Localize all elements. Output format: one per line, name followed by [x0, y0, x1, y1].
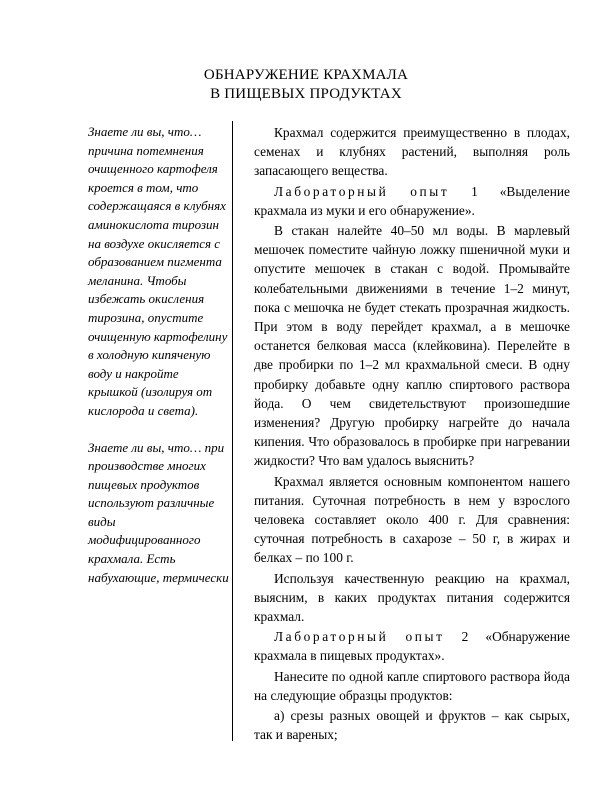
page-title [0, 66, 612, 104]
experiment-1-label: Лабораторный опыт 1 [274, 183, 481, 199]
sidebar-notes [88, 123, 230, 587]
column-divider [232, 121, 233, 741]
list-item-a: а) срезы разных овощей и фруктов – как сырых, так и вареных; [254, 708, 570, 743]
paragraph-nutrition: Крахмал является основным компонентом нашего питания. Суточная потребность в нем у взрослого человека составляет около 400 г. Для сравнения: суточная потребность в сахарозе – 50 г, в жирах и белках – по 100 г. [254, 473, 570, 566]
experiment-2-heading [254, 627, 570, 665]
sidebar-note-potato: Знаете ли вы, что… причина потемнения очищенного картофеля кроется в том, что содержащаяся в клубнях аминокислота тирозин на воздухе окисляется с образованием пигмента меланина. Чтобы избежать окисления тирозина, опустите очищенную картофелину в холодную кипяченую воду и накройте крышкой (изолируя от кислорода и света). [88, 124, 228, 418]
sidebar-note-starch: Знаете ли вы, что… при производстве многих пищевых продуктов используют различные виды модифицированного крахмала. Есть набухающие, термически [88, 439, 229, 585]
title-line-2: В ПИЩЕВЫХ ПРОДУКТАХ [210, 86, 402, 102]
experiment-1-heading [254, 182, 570, 220]
experiment-2-label: Лабораторный опыт 2 [274, 629, 471, 645]
experiment-2-title: «Обнаружение крахмала в пищевых продуктах». [254, 629, 570, 664]
paragraph-instructions: Нанесите по одной капле спиртового раствора йода на следующие образцы продуктов: [254, 668, 570, 703]
paragraph-reaction: Используя качественную реакцию на крахмал, выясним, в каких продуктах питания содержится крахмал. [254, 570, 570, 625]
main-text [254, 123, 570, 745]
paragraph-experiment-1: В стакан налейте 40–50 мл воды. В марлевый мешочек поместите чайную ложку пшеничной муки и опустите мешочек в стакан с водой. Промывайте колебательными движениями в течение 1–2 минут, пока с мешочка не будет стекать прозрачная жидкость. При этом в воду перейдет крахмал, а в мешочке останется белковая масса (клейковина). Перелейте в две пробирки по 1–2 мл крахмальной смеси. В одну пробирку добавьте одну каплю спиртового раствора йода. О чем свидетельствуют произошедшие изменения? Другую пробирку нагрейте до начала кипения. Что образовалось в пробирке при нагревании жидкости? Что вам удалось выяснить? [254, 223, 570, 469]
title-line-1: ОБНАРУЖЕНИЕ КРАХМАЛА [203, 67, 409, 83]
paragraph-intro: Крахмал содержится преимущественно в плодах, семенах и клубнях растений, выполняя роль запасающего вещества. [254, 125, 570, 179]
experiment-1-title: «Выделение крахмала из муки и его обнаружение». [254, 183, 570, 218]
